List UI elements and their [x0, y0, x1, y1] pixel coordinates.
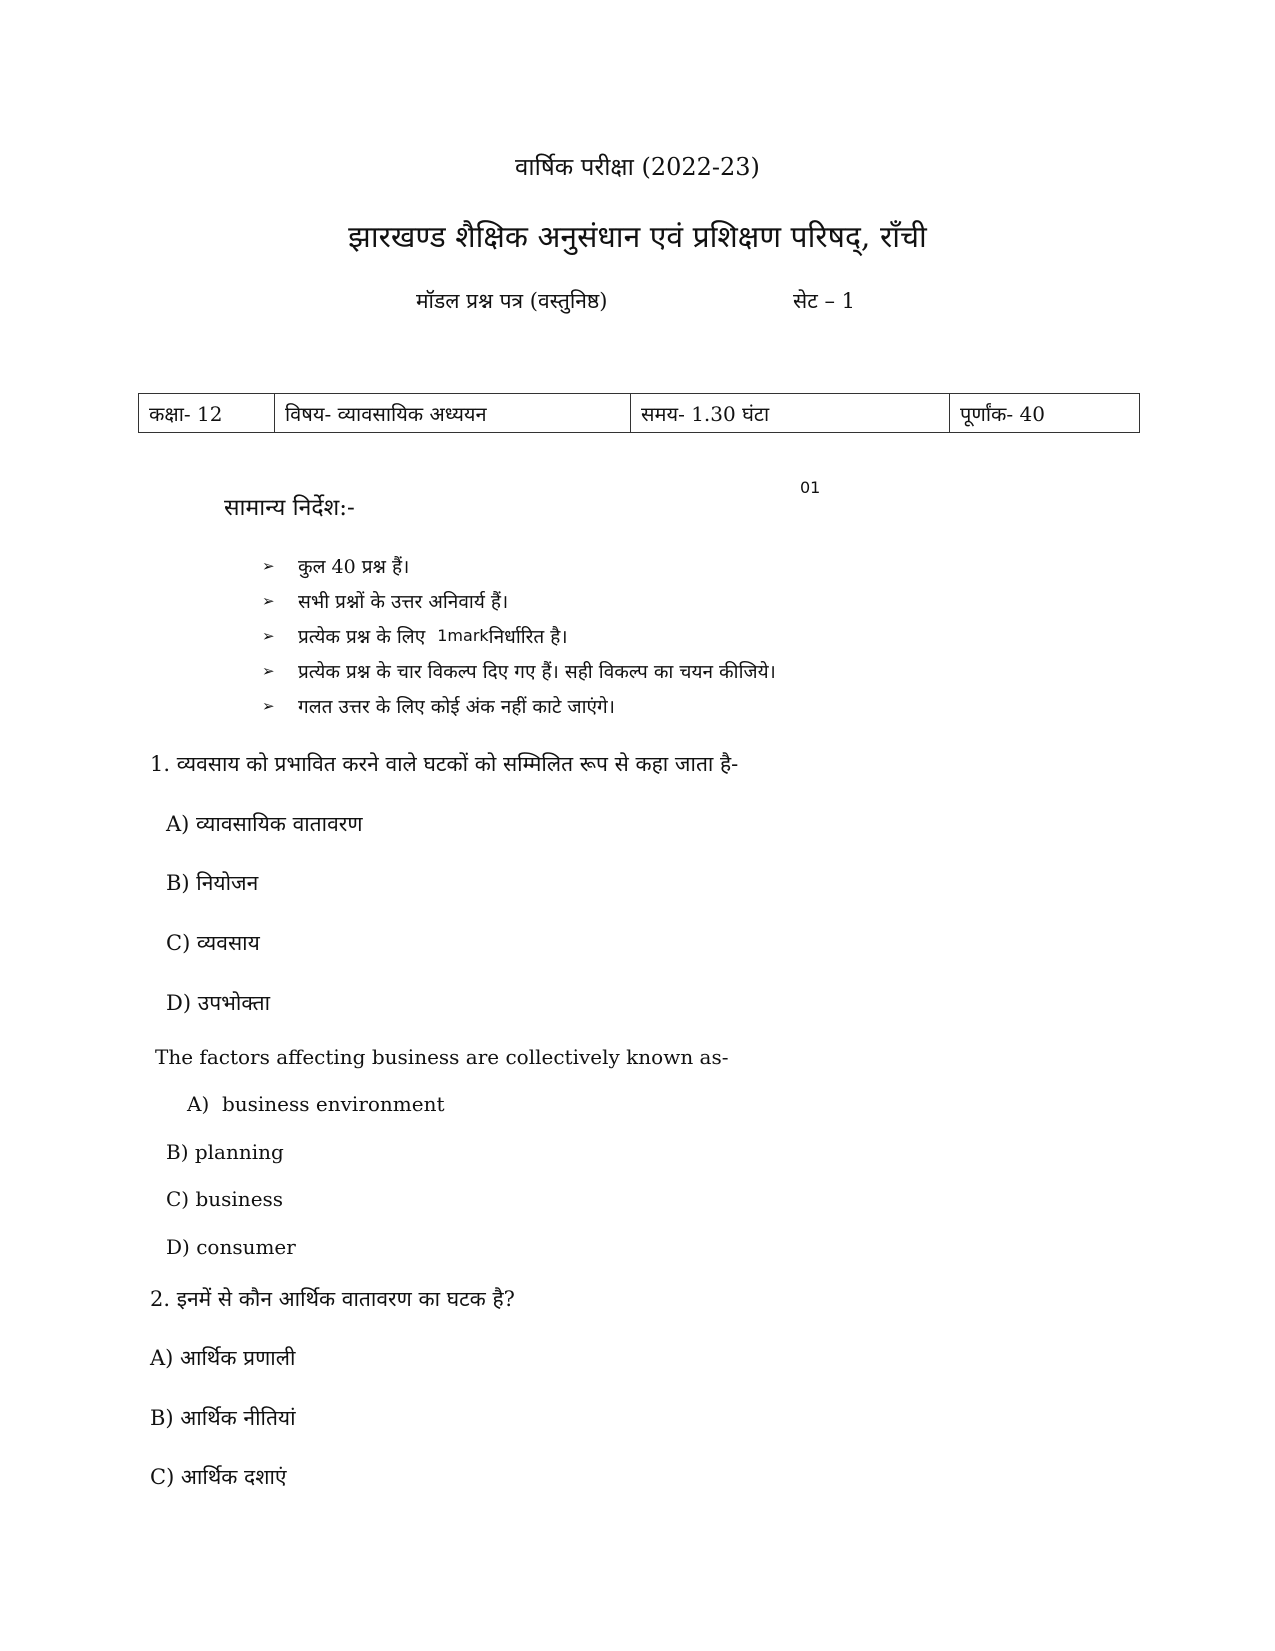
- time-cell: समय- 1.30 घंटा: [631, 394, 950, 433]
- q2-option-b: B) आर्थिक नीतियां: [150, 1406, 296, 1430]
- paper-type: मॉडल प्रश्न पत्र (वस्तुनिष्ठ): [416, 289, 608, 313]
- instruction-item: ➢ गलत उत्तर के लिए कोई अंक नहीं काटे जाएंगे।: [262, 695, 615, 718]
- question-1-hindi: 1. व्यवसाय को प्रभावित करने वाले घटकों को सम्मिलित रूप से कहा जाता है-: [150, 752, 739, 776]
- q1-option-c: C) व्यवसाय: [166, 931, 260, 955]
- instruction-item: ➢ प्रत्येक प्रश्न के चार विकल्प दिए गए हैं। सही विकल्प का चयन कीजिये।: [262, 660, 776, 683]
- question-2-hindi: 2. इनमें से कौन आर्थिक वातावरण का घटक है?: [150, 1287, 515, 1311]
- page-number: 01: [800, 478, 821, 497]
- q1-option-a: A) व्यावसायिक वातावरण: [166, 812, 363, 836]
- class-cell: कक्षा- 12: [139, 394, 275, 433]
- arrow-bullet-icon: ➢: [262, 591, 275, 610]
- arrow-bullet-icon: ➢: [262, 661, 275, 680]
- q2-option-c: C) आर्थिक दशाएं: [150, 1465, 287, 1489]
- instruction-item: ➢ सभी प्रश्नों के उत्तर अनिवार्य हैं।: [262, 590, 509, 613]
- subject-cell: विषय- व्यावसायिक अध्ययन: [275, 394, 631, 433]
- q2-option-a: A) आर्थिक प्रणाली: [150, 1346, 296, 1370]
- q1-option-d: D) उपभोक्ता: [166, 991, 271, 1015]
- council-title: झारखण्ड शैक्षिक अनुसंधान एवं प्रशिक्षण परिषद्, राँची: [348, 220, 927, 255]
- instructions-heading: सामान्य निर्देश:-: [224, 495, 355, 521]
- mark-value: 1mark: [437, 626, 489, 645]
- q1-en-option-c: C) business: [166, 1187, 284, 1211]
- instructions-list: [262, 548, 776, 723]
- q1-option-b: B) नियोजन: [166, 871, 259, 895]
- q1-en-option-b: B) planning: [166, 1140, 284, 1164]
- arrow-bullet-icon: ➢: [262, 696, 275, 715]
- q1-en-option-d: D) consumer: [166, 1235, 296, 1259]
- exam-title: वार्षिक परीक्षा (2022-23): [515, 153, 760, 181]
- arrow-bullet-icon: ➢: [262, 556, 275, 575]
- info-table: [138, 393, 1140, 433]
- question-1-english: The factors affecting business are collectively known as-: [155, 1045, 729, 1069]
- set-label: सेट – 1: [793, 289, 855, 313]
- q1-en-option-a: A) business environment: [187, 1092, 445, 1116]
- marks-cell: पूर्णांक- 40: [950, 394, 1140, 433]
- info-row: [139, 394, 1140, 433]
- instruction-item: ➢ प्रत्येक प्रश्न के लिए 1mark निर्धारित है।: [262, 625, 568, 648]
- instruction-item: ➢ कुल 40 प्रश्न हैं।: [262, 555, 410, 578]
- arrow-bullet-icon: ➢: [262, 626, 275, 645]
